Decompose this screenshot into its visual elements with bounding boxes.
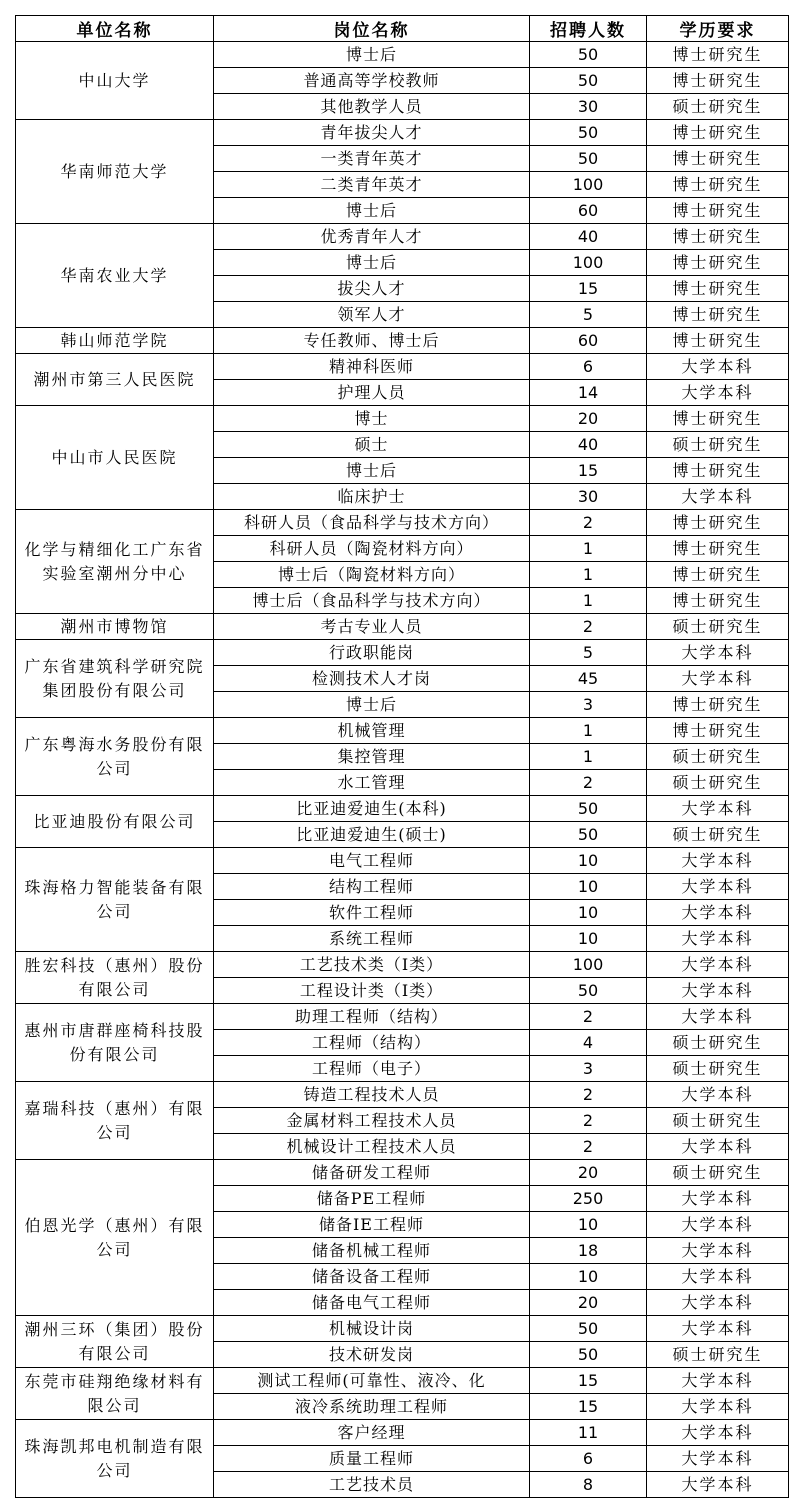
unit-name-cell: 韩山师范学院 <box>16 328 214 354</box>
unit-name-cell: 珠海格力智能装备有限公司 <box>16 848 214 952</box>
education-cell: 博士研究生 <box>647 146 789 172</box>
position-name-cell: 助理工程师（结构） <box>214 1004 530 1030</box>
table-row <box>16 406 789 432</box>
education-cell: 博士研究生 <box>647 536 789 562</box>
education-cell: 大学本科 <box>647 1134 789 1160</box>
education-cell: 大学本科 <box>647 1394 789 1420</box>
recruit-count-cell: 50 <box>530 1316 647 1342</box>
education-cell: 大学本科 <box>647 874 789 900</box>
recruit-count-cell: 3 <box>530 692 647 718</box>
education-cell: 博士研究生 <box>647 224 789 250</box>
recruit-count-cell: 18 <box>530 1238 647 1264</box>
recruit-count-cell: 60 <box>530 198 647 224</box>
position-name-cell: 博士后（陶瓷材料方向） <box>214 562 530 588</box>
position-name-cell: 行政职能岗 <box>214 640 530 666</box>
position-name-cell: 电气工程师 <box>214 848 530 874</box>
education-cell: 博士研究生 <box>647 406 789 432</box>
table-row <box>16 718 789 744</box>
position-name-cell: 系统工程师 <box>214 926 530 952</box>
header-education: 学历要求 <box>647 16 789 42</box>
unit-name-cell: 比亚迪股份有限公司 <box>16 796 214 848</box>
table-row <box>16 328 789 354</box>
position-name-cell: 硕士 <box>214 432 530 458</box>
recruit-count-cell: 10 <box>530 874 647 900</box>
education-cell: 硕士研究生 <box>647 744 789 770</box>
unit-name-cell: 潮州市第三人民医院 <box>16 354 214 406</box>
position-name-cell: 金属材料工程技术人员 <box>214 1108 530 1134</box>
recruit-count-cell: 40 <box>530 224 647 250</box>
education-cell: 大学本科 <box>647 1446 789 1472</box>
recruit-count-cell: 2 <box>530 1134 647 1160</box>
position-name-cell: 二类青年英才 <box>214 172 530 198</box>
table-row <box>16 1316 789 1342</box>
position-name-cell: 机械管理 <box>214 718 530 744</box>
position-name-cell: 储备设备工程师 <box>214 1264 530 1290</box>
recruit-count-cell: 2 <box>530 614 647 640</box>
recruit-count-cell: 100 <box>530 952 647 978</box>
unit-name-cell: 中山市人民医院 <box>16 406 214 510</box>
recruit-count-cell: 10 <box>530 848 647 874</box>
position-name-cell: 工程师（电子） <box>214 1056 530 1082</box>
recruit-count-cell: 100 <box>530 250 647 276</box>
education-cell: 大学本科 <box>647 1264 789 1290</box>
position-name-cell: 储备研发工程师 <box>214 1160 530 1186</box>
recruit-count-cell: 100 <box>530 172 647 198</box>
education-cell: 博士研究生 <box>647 588 789 614</box>
table-body <box>16 42 789 1498</box>
education-cell: 博士研究生 <box>647 68 789 94</box>
education-cell: 博士研究生 <box>647 276 789 302</box>
position-name-cell: 工艺技术类（Ⅰ类） <box>214 952 530 978</box>
unit-name-cell: 胜宏科技（惠州）股份有限公司 <box>16 952 214 1004</box>
recruit-count-cell: 50 <box>530 1342 647 1368</box>
education-cell: 博士研究生 <box>647 458 789 484</box>
recruit-count-cell: 15 <box>530 1368 647 1394</box>
education-cell: 大学本科 <box>647 1238 789 1264</box>
position-name-cell: 拔尖人才 <box>214 276 530 302</box>
recruit-count-cell: 2 <box>530 510 647 536</box>
table-row <box>16 640 789 666</box>
position-name-cell: 博士 <box>214 406 530 432</box>
table-row <box>16 1368 789 1394</box>
position-name-cell: 优秀青年人才 <box>214 224 530 250</box>
table-row <box>16 1004 789 1030</box>
recruit-count-cell: 50 <box>530 68 647 94</box>
education-cell: 大学本科 <box>647 1316 789 1342</box>
header-position-name: 岗位名称 <box>214 16 530 42</box>
education-cell: 硕士研究生 <box>647 432 789 458</box>
position-name-cell: 铸造工程技术人员 <box>214 1082 530 1108</box>
education-cell: 大学本科 <box>647 640 789 666</box>
recruit-count-cell: 3 <box>530 1056 647 1082</box>
position-name-cell: 临床护士 <box>214 484 530 510</box>
recruit-count-cell: 20 <box>530 1290 647 1316</box>
position-name-cell: 普通高等学校教师 <box>214 68 530 94</box>
recruit-count-cell: 6 <box>530 1446 647 1472</box>
recruit-count-cell: 1 <box>530 744 647 770</box>
unit-name-cell: 广东粤海水务股份有限公司 <box>16 718 214 796</box>
recruit-count-cell: 15 <box>530 458 647 484</box>
unit-name-cell: 伯恩光学（惠州）有限公司 <box>16 1160 214 1316</box>
table-row <box>16 1082 789 1108</box>
position-name-cell: 比亚迪爱迪生(硕士) <box>214 822 530 848</box>
position-name-cell: 液冷系统助理工程师 <box>214 1394 530 1420</box>
recruit-count-cell: 20 <box>530 1160 647 1186</box>
recruit-count-cell: 2 <box>530 1004 647 1030</box>
table-row <box>16 1420 789 1446</box>
recruit-count-cell: 60 <box>530 328 647 354</box>
position-name-cell: 博士后（食品科学与技术方向） <box>214 588 530 614</box>
recruit-count-cell: 6 <box>530 354 647 380</box>
recruit-count-cell: 1 <box>530 562 647 588</box>
position-name-cell: 科研人员（陶瓷材料方向） <box>214 536 530 562</box>
recruit-count-cell: 5 <box>530 640 647 666</box>
education-cell: 硕士研究生 <box>647 770 789 796</box>
position-name-cell: 测试工程师(可靠性、液冷、化 <box>214 1368 530 1394</box>
unit-name-cell: 潮州三环（集团）股份有限公司 <box>16 1316 214 1368</box>
table-row <box>16 796 789 822</box>
education-cell: 大学本科 <box>647 1420 789 1446</box>
education-cell: 大学本科 <box>647 1004 789 1030</box>
unit-name-cell: 广东省建筑科学研究院集团股份有限公司 <box>16 640 214 718</box>
position-name-cell: 储备IE工程师 <box>214 1212 530 1238</box>
position-name-cell: 护理人员 <box>214 380 530 406</box>
recruit-count-cell: 10 <box>530 926 647 952</box>
recruit-count-cell: 2 <box>530 1108 647 1134</box>
position-name-cell: 博士后 <box>214 692 530 718</box>
table-row <box>16 952 789 978</box>
position-name-cell: 考古专业人员 <box>214 614 530 640</box>
education-cell: 大学本科 <box>647 1082 789 1108</box>
education-cell: 大学本科 <box>647 1472 789 1498</box>
education-cell: 大学本科 <box>647 926 789 952</box>
position-name-cell: 客户经理 <box>214 1420 530 1446</box>
position-name-cell: 技术研发岗 <box>214 1342 530 1368</box>
recruit-count-cell: 20 <box>530 406 647 432</box>
unit-name-cell: 潮州市博物馆 <box>16 614 214 640</box>
position-name-cell: 一类青年英才 <box>214 146 530 172</box>
education-cell: 硕士研究生 <box>647 1030 789 1056</box>
recruit-count-cell: 10 <box>530 1264 647 1290</box>
recruit-count-cell: 2 <box>530 770 647 796</box>
recruit-count-cell: 1 <box>530 718 647 744</box>
position-name-cell: 机械设计工程技术人员 <box>214 1134 530 1160</box>
recruit-count-cell: 14 <box>530 380 647 406</box>
unit-name-cell: 中山大学 <box>16 42 214 120</box>
table-row <box>16 224 789 250</box>
education-cell: 博士研究生 <box>647 510 789 536</box>
education-cell: 博士研究生 <box>647 328 789 354</box>
recruit-count-cell: 250 <box>530 1186 647 1212</box>
position-name-cell: 储备电气工程师 <box>214 1290 530 1316</box>
position-name-cell: 博士后 <box>214 250 530 276</box>
education-cell: 大学本科 <box>647 666 789 692</box>
recruit-count-cell: 30 <box>530 94 647 120</box>
education-cell: 大学本科 <box>647 1186 789 1212</box>
recruit-count-cell: 50 <box>530 42 647 68</box>
recruit-count-cell: 50 <box>530 146 647 172</box>
education-cell: 硕士研究生 <box>647 1342 789 1368</box>
position-name-cell: 检测技术人才岗 <box>214 666 530 692</box>
recruit-count-cell: 4 <box>530 1030 647 1056</box>
position-name-cell: 工程师（结构） <box>214 1030 530 1056</box>
position-name-cell: 博士后 <box>214 42 530 68</box>
education-cell: 大学本科 <box>647 1368 789 1394</box>
education-cell: 大学本科 <box>647 978 789 1004</box>
recruit-count-cell: 1 <box>530 536 647 562</box>
recruitment-table <box>15 15 789 1498</box>
education-cell: 硕士研究生 <box>647 614 789 640</box>
unit-name-cell: 华南农业大学 <box>16 224 214 328</box>
position-name-cell: 博士后 <box>214 198 530 224</box>
recruit-count-cell: 2 <box>530 1082 647 1108</box>
position-name-cell: 领军人才 <box>214 302 530 328</box>
position-name-cell: 水工管理 <box>214 770 530 796</box>
education-cell: 博士研究生 <box>647 692 789 718</box>
education-cell: 硕士研究生 <box>647 1160 789 1186</box>
position-name-cell: 科研人员（食品科学与技术方向） <box>214 510 530 536</box>
position-name-cell: 结构工程师 <box>214 874 530 900</box>
education-cell: 博士研究生 <box>647 120 789 146</box>
unit-name-cell: 东莞市硅翔绝缘材料有限公司 <box>16 1368 214 1420</box>
position-name-cell: 储备机械工程师 <box>214 1238 530 1264</box>
education-cell: 硕士研究生 <box>647 1108 789 1134</box>
table-row <box>16 848 789 874</box>
education-cell: 博士研究生 <box>647 42 789 68</box>
education-cell: 大学本科 <box>647 354 789 380</box>
education-cell: 硕士研究生 <box>647 94 789 120</box>
education-cell: 硕士研究生 <box>647 822 789 848</box>
position-name-cell: 工艺技术员 <box>214 1472 530 1498</box>
recruit-count-cell: 1 <box>530 588 647 614</box>
recruit-count-cell: 8 <box>530 1472 647 1498</box>
position-name-cell: 博士后 <box>214 458 530 484</box>
position-name-cell: 工程设计类（Ⅰ类） <box>214 978 530 1004</box>
unit-name-cell: 华南师范大学 <box>16 120 214 224</box>
unit-name-cell: 珠海凯邦电机制造有限公司 <box>16 1420 214 1498</box>
position-name-cell: 集控管理 <box>214 744 530 770</box>
education-cell: 博士研究生 <box>647 718 789 744</box>
education-cell: 大学本科 <box>647 484 789 510</box>
header-recruit-count: 招聘人数 <box>530 16 647 42</box>
unit-name-cell: 化学与精细化工广东省实验室潮州分中心 <box>16 510 214 614</box>
unit-name-cell: 惠州市唐群座椅科技股份有限公司 <box>16 1004 214 1082</box>
education-cell: 大学本科 <box>647 900 789 926</box>
education-cell: 大学本科 <box>647 952 789 978</box>
position-name-cell: 机械设计岗 <box>214 1316 530 1342</box>
position-name-cell: 软件工程师 <box>214 900 530 926</box>
education-cell: 大学本科 <box>647 1212 789 1238</box>
education-cell: 大学本科 <box>647 380 789 406</box>
header-unit-name: 单位名称 <box>16 16 214 42</box>
recruit-count-cell: 50 <box>530 796 647 822</box>
recruit-count-cell: 50 <box>530 120 647 146</box>
table-row <box>16 42 789 68</box>
recruit-count-cell: 45 <box>530 666 647 692</box>
recruit-count-cell: 11 <box>530 1420 647 1446</box>
position-name-cell: 比亚迪爱迪生(本科) <box>214 796 530 822</box>
table-row <box>16 1160 789 1186</box>
header-row <box>16 16 789 42</box>
unit-name-cell: 嘉瑞科技（惠州）有限公司 <box>16 1082 214 1160</box>
recruit-count-cell: 5 <box>530 302 647 328</box>
recruit-count-cell: 10 <box>530 900 647 926</box>
education-cell: 硕士研究生 <box>647 1056 789 1082</box>
table-row <box>16 510 789 536</box>
position-name-cell: 储备PE工程师 <box>214 1186 530 1212</box>
recruit-count-cell: 30 <box>530 484 647 510</box>
education-cell: 博士研究生 <box>647 172 789 198</box>
education-cell: 大学本科 <box>647 1290 789 1316</box>
position-name-cell: 精神科医师 <box>214 354 530 380</box>
education-cell: 大学本科 <box>647 796 789 822</box>
recruit-count-cell: 40 <box>530 432 647 458</box>
table-row <box>16 120 789 146</box>
table-row <box>16 354 789 380</box>
recruit-count-cell: 10 <box>530 1212 647 1238</box>
education-cell: 博士研究生 <box>647 198 789 224</box>
table-row <box>16 614 789 640</box>
recruit-count-cell: 15 <box>530 1394 647 1420</box>
position-name-cell: 质量工程师 <box>214 1446 530 1472</box>
recruit-count-cell: 50 <box>530 978 647 1004</box>
recruit-count-cell: 15 <box>530 276 647 302</box>
education-cell: 博士研究生 <box>647 250 789 276</box>
position-name-cell: 青年拔尖人才 <box>214 120 530 146</box>
position-name-cell: 其他教学人员 <box>214 94 530 120</box>
education-cell: 博士研究生 <box>647 562 789 588</box>
position-name-cell: 专任教师、博士后 <box>214 328 530 354</box>
recruit-count-cell: 50 <box>530 822 647 848</box>
education-cell: 大学本科 <box>647 848 789 874</box>
education-cell: 博士研究生 <box>647 302 789 328</box>
